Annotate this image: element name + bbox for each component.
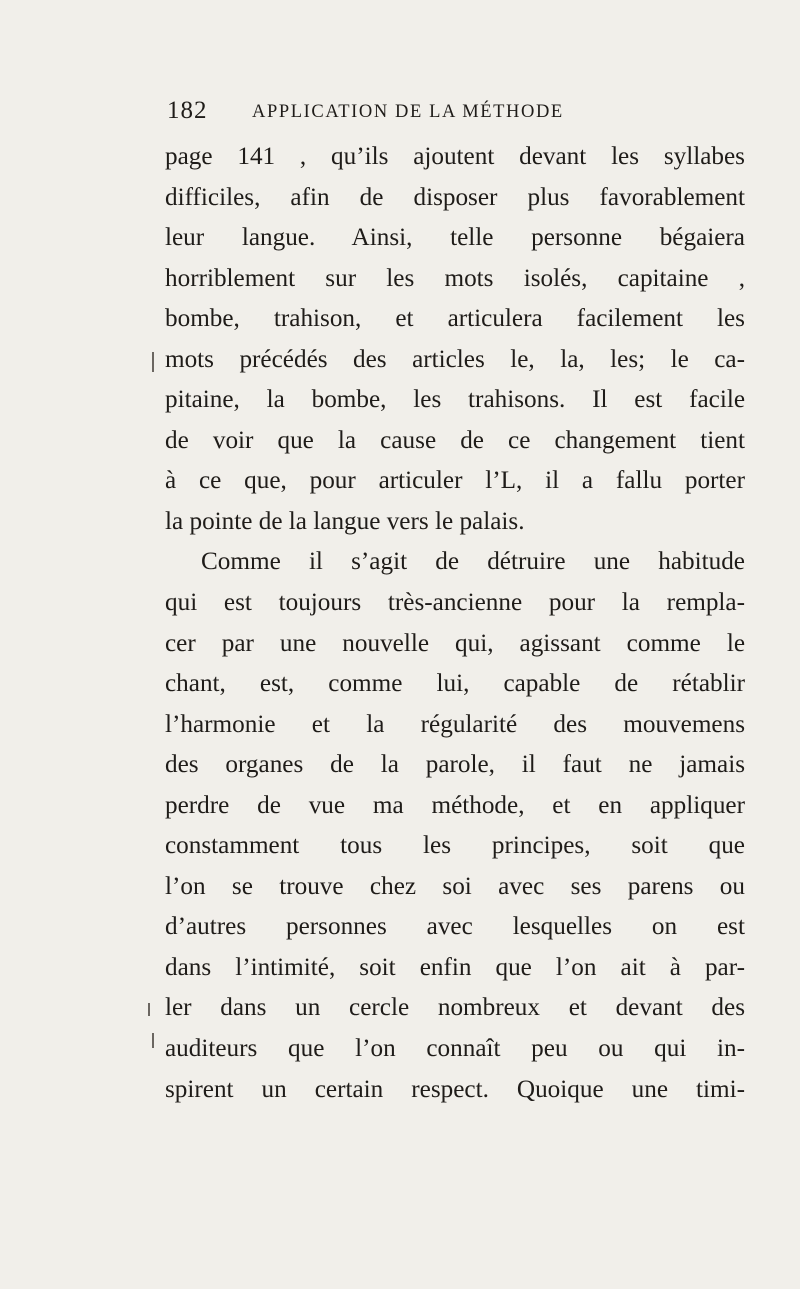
text-line: horriblement sur les mots isolés, capitaine , (165, 264, 745, 292)
text-line: page 141 , qu’ils ajoutent devant les syllabes (165, 143, 745, 170)
running-head (167, 96, 747, 126)
page-number: 182 (167, 97, 208, 124)
text-line: qui est toujours très-ancienne pour la rempla- (165, 589, 745, 617)
text-line: leur langue. Ainsi, telle personne bégaiera (165, 224, 745, 252)
text-line: pitaine, la bombe, les trahisons. Il est facile (165, 386, 745, 414)
text-line: des organes de la parole, il faut ne jamais (165, 751, 745, 779)
text-line: dans l’intimité, soit enfin que l’on ait à par- (165, 953, 745, 981)
text-line: cer par une nouvelle qui, agissant comme le (165, 629, 745, 657)
text-line: constamment tous les principes, soit que (165, 832, 745, 860)
running-title: APPLICATION DE LA MÉTHODE (252, 102, 564, 122)
text-line: l’on se trouve chez soi avec ses parens ou (165, 872, 745, 900)
margin-mark (152, 1033, 154, 1048)
text-line: ler dans un cercle nombreux et devant des (165, 994, 745, 1022)
text-line: l’harmonie et la régularité des mouvemens (165, 710, 745, 738)
margin-mark (148, 1003, 150, 1016)
text-line: mots précédés des articles le, la, les; le ca- (165, 345, 745, 373)
text-line: bombe, trahison, et articulera facilement les (165, 305, 745, 333)
text-line: de voir que la cause de ce changement tient (165, 426, 745, 454)
text-line: à ce que, pour articuler l’L, il a fallu porter (165, 467, 745, 495)
body-text (165, 137, 745, 1110)
text-line: la pointe de la langue vers le palais. (165, 507, 525, 535)
text-line: Comme il s’agit de détruire une habitude (201, 548, 745, 576)
text-line: spirent un certain respect. Quoique une timi- (165, 1075, 745, 1103)
text-line: chant, est, comme lui, capable de rétablir (165, 670, 745, 698)
text-line: d’autres personnes avec lesquelles on est (165, 913, 745, 941)
text-line: perdre de vue ma méthode, et en appliquer (165, 791, 745, 819)
margin-mark (152, 352, 154, 372)
text-line: difficiles, afin de disposer plus favorablement (165, 183, 745, 211)
text-line: auditeurs que l’on connaît peu ou qui in- (165, 1035, 745, 1063)
